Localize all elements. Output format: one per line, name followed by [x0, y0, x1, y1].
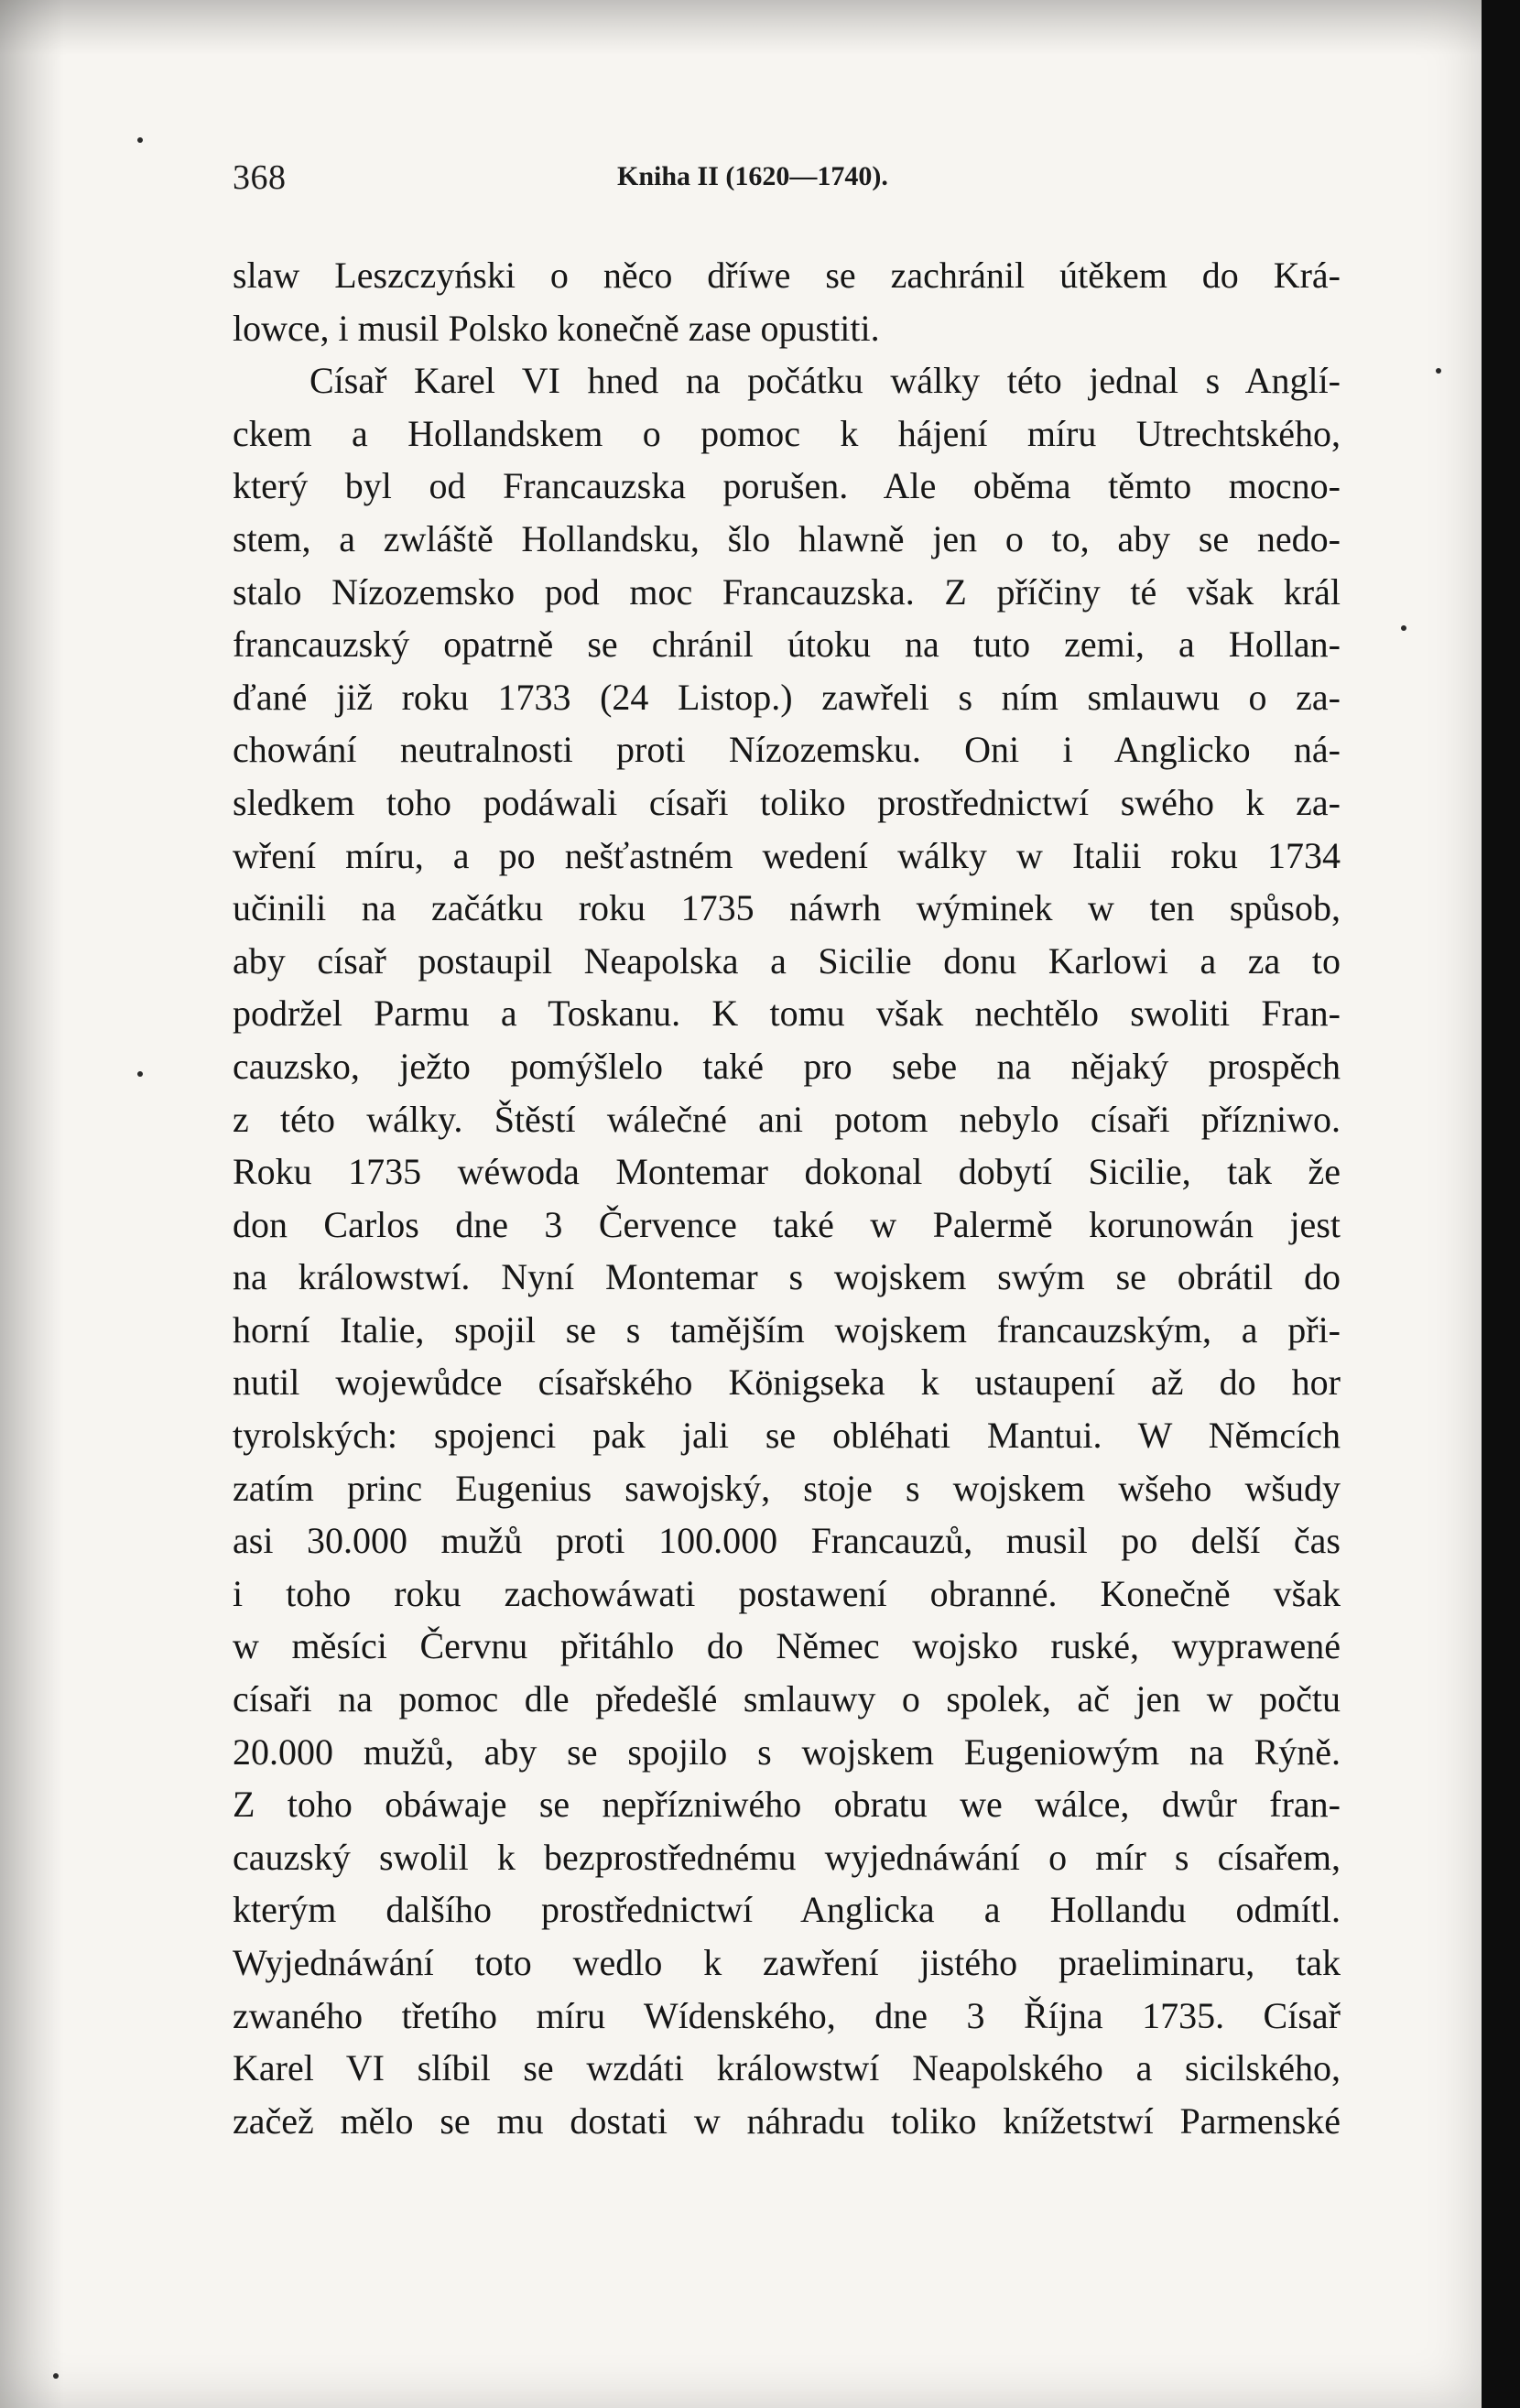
- text-line: Wyjednáwání toto wedlo k zawření jistého praeliminaru, tak: [233, 1942, 1341, 1983]
- text-line: wření míru, a po nešťastném wedení wálky w Italii roku 1734: [233, 834, 1341, 876]
- text-line: zatím princ Eugenius sawojský, stoje s wojskem wšeho wšudy: [233, 1467, 1341, 1509]
- text-line: asi 30.000 mužů proti 100.000 Francauzů, musil po delší čas: [233, 1520, 1341, 1562]
- scan-shadow-left: [0, 0, 64, 2408]
- text-line: kterým dalšího prostřednictwí Anglicka a Hollandu odmítl.: [233, 1889, 1341, 1931]
- text-line: učinili na začátku roku 1735 náwrh wýminek w ten spůsob,: [233, 887, 1341, 929]
- scan-speck: [53, 2373, 59, 2379]
- text-line: stem, a zwláště Hollandsku, šlo hlawně jen o to, aby se nedo-: [233, 517, 1341, 559]
- text-line: Karel VI slíbil se wzdáti králowstwí Neapolského a sicilského,: [233, 2047, 1341, 2089]
- text-line: který byl od Francauzska porušen. Ale oběma těmto mocno-: [233, 465, 1341, 507]
- text-line: horní Italie, spojil se s tamějším wojskem francauzským, a při-: [233, 1308, 1341, 1350]
- text-line: aby císař postaupil Neapolska a Sicilie donu Karlowi a za to: [233, 939, 1341, 982]
- text-line: 20.000 mužů, aby se spojilo s wojskem Eugeniowým na Rýně.: [233, 1730, 1341, 1773]
- running-head: Kniha II (1620—1740).: [617, 161, 888, 191]
- scan-speck: [1436, 368, 1441, 374]
- scan-shadow-top: [0, 0, 1482, 55]
- scan-edge-right: [1482, 0, 1520, 2408]
- text-line: podržel Parmu a Toskanu. K tomu však nechtělo swoliti Fran-: [233, 992, 1341, 1035]
- text-line: ďané již roku 1733 (24 Listop.) zawřeli s ním smlauwu o za-: [233, 676, 1341, 718]
- text-line: ckem a Hollandskem o pomoc k hájení míru Utrechtského,: [233, 412, 1341, 454]
- text-line: don Carlos dne 3 Července také w Palermě korunowán jest: [233, 1203, 1341, 1245]
- text-line: Z toho obáwaje se nepřízniwého obratu we wálce, dwůr fran-: [233, 1784, 1341, 1826]
- text-line: z této wálky. Štěstí wálečné ani potom nebylo císaři přízniwo.: [233, 1098, 1341, 1140]
- text-line: slaw Leszczyński o něco dříwe se zachránil útěkem do Krá-: [233, 255, 1341, 296]
- page-header: [233, 154, 1341, 209]
- text-line: Císař Karel VI hned na počátku wálky této jednal s Anglí-: [309, 360, 1341, 402]
- text-line: lowce, i musil Polsko konečně zase opustiti.: [233, 307, 880, 349]
- text-line: w měsíci Červnu přitáhlo do Němec wojsko ruské, wyprawené: [233, 1625, 1341, 1667]
- scan-speck: [137, 1071, 143, 1077]
- page-number: 368: [233, 158, 287, 197]
- body-text: [233, 249, 1341, 2147]
- text-line: na králowstwí. Nyní Montemar s wojskem swým se obrátil do: [233, 1256, 1341, 1298]
- text-line: začež mělo se mu dostati w náhradu toliko knížetstwí Parmenské: [233, 2099, 1341, 2142]
- text-line: Roku 1735 wéwoda Montemar dokonal dobytí Sicilie, tak že: [233, 1151, 1341, 1193]
- text-line: zwaného třetího míru Wídenského, dne 3 Října 1735. Císař: [233, 1994, 1341, 2036]
- text-line: císaři na pomoc dle předešlé smlauwy o spolek, ač jen w počtu: [233, 1678, 1341, 1720]
- text-line: i toho roku zachowáwati postawení obranné. Konečně však: [233, 1572, 1341, 1614]
- scan-speck: [1401, 625, 1406, 631]
- text-line: cauzsko, ježto pomýšlelo také pro sebe na nějaký prospěch: [233, 1045, 1341, 1087]
- text-line: nutil wojewůdce císařského Königseka k ustaupení až do hor: [233, 1361, 1341, 1404]
- text-line: chowání neutralnosti proti Nízozemsku. Oni i Anglicko ná-: [233, 729, 1341, 771]
- text-line: stalo Nízozemsko pod moc Francauzska. Z příčiny té však král: [233, 570, 1341, 613]
- text-line: francauzský opatrně se chránil útoku na tuto zemi, a Hollan-: [233, 624, 1341, 666]
- scan-speck: [137, 137, 143, 143]
- text-line: cauzský swolil k bezprostřednému wyjednáwání o mír s císařem,: [233, 1836, 1341, 1878]
- text-line: tyrolských: spojenci pak jali se obléhati Mantui. W Němcích: [233, 1415, 1341, 1457]
- text-line: sledkem toho podáwali císaři toliko prostřednictwí swého k za-: [233, 781, 1341, 823]
